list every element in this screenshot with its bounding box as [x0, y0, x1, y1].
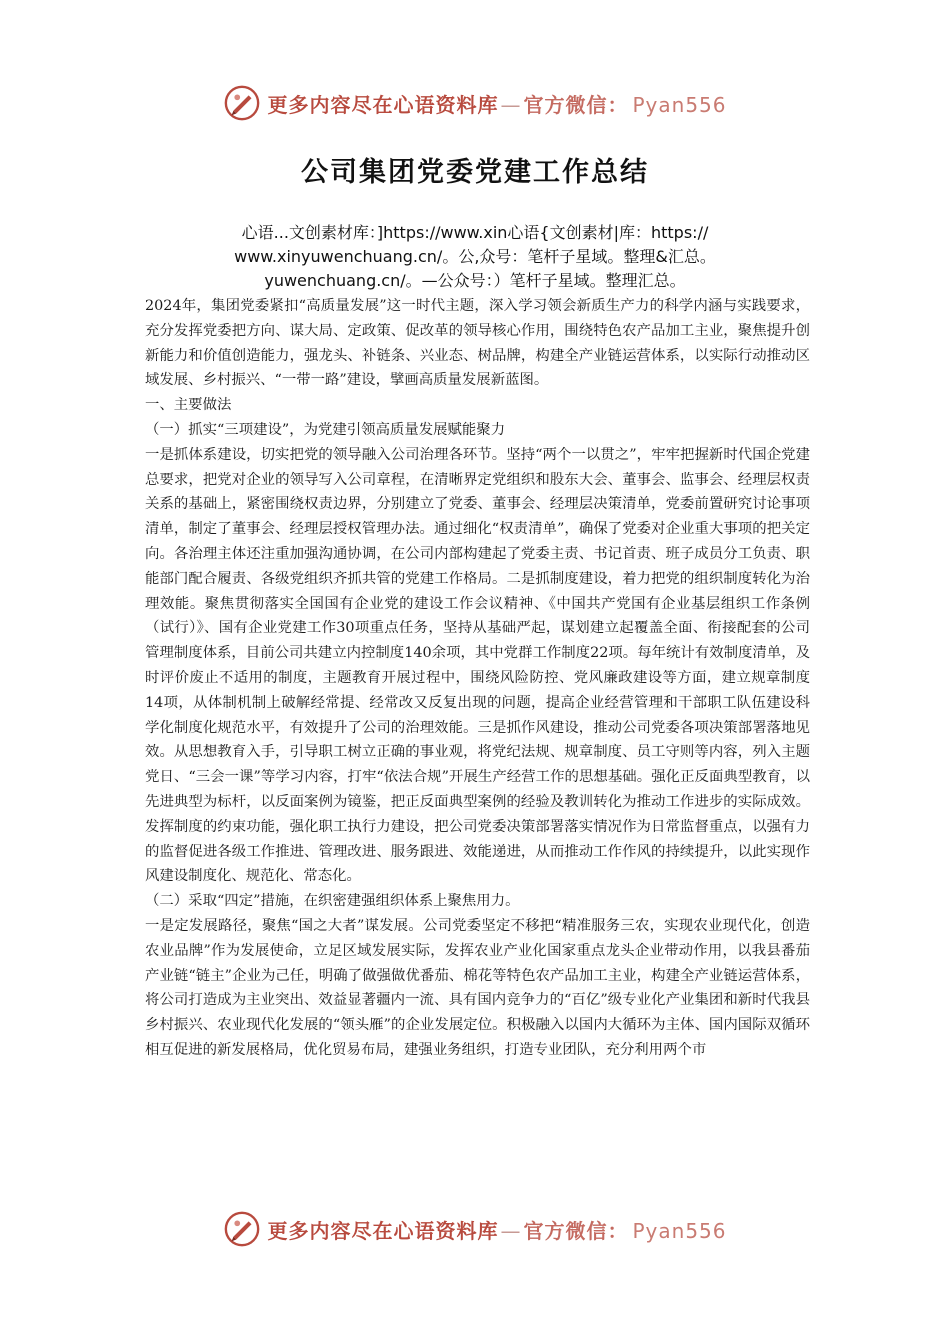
- intro-paragraph: 2024年，集团党委紧扣“高质量发展”这一时代主题，深入学习领会新质生产力的科学内涵与实践要求，充分发挥党委把方向、谋大局、定政策、促改革的领导核心作用，围绕特色农产品加工主业，聚焦提升创新能力和价值创造能力，强龙头、补链条、兴业态、树品牌，构建全产业链运营体系，以实际行动推动区域发展、乡村振兴、“一带一路”建设，擘画高质量发展新蓝图。: [145, 298, 810, 389]
- banner-separator: —: [500, 1218, 522, 1243]
- banner-wechat-label: 官方微信：: [523, 92, 629, 117]
- source-line: www.xinyuwenchuang.cn/。公,众号：笔杆子星域。整理&汇总。: [234, 247, 716, 266]
- header-banner: [0, 78, 950, 128]
- document-body: [145, 294, 810, 1063]
- banner-separator: —: [500, 92, 522, 117]
- pen-logo-icon: [223, 1210, 261, 1248]
- banner-wechat-id: Pyan556: [632, 92, 727, 117]
- subsection-heading: （二）采取“四定”措施，在织密建强组织体系上聚焦用力。: [145, 893, 520, 910]
- source-note: [150, 221, 800, 293]
- banner-main-text: 更多内容尽在心语资料库: [267, 1218, 499, 1243]
- banner-main-text: 更多内容尽在心语资料库: [267, 92, 499, 117]
- subsection-heading: （一）抓实“三项建设”，为党建引领高质量发展赋能聚力: [145, 421, 506, 438]
- body-paragraph: 一是定发展路径，聚焦“国之大者”谋发展。公司党委坚定不移把“精准服务三农，实现农业现代化，创造农业品牌”作为发展使命，立足区域发展实际，发挥农业产业化国家重点龙头企业带动作用，以我县番茄产业链“链主”企业为己任，明确了做强做优番茄、棉花等特色农产品加工主业，构建全产业链运营体系，将公司打造成为主业突出、效益显著疆内一流、具有国内竞争力的“百亿”级专业化产业集团和新时代我县乡村振兴、农业现代化发展的“领头雁”的企业发展定位。积极融入以国内大循环为主体、国内国际双循环相互促进的新发展格局，优化贸易布局，建强业务组织，打造专业团队，充分利用两个市: [145, 917, 810, 1058]
- source-line: yuwenchuang.cn/。—公众号：）笔杆子星域。整理汇总。: [264, 271, 686, 290]
- document-title: 公司集团党委党建工作总结: [301, 157, 649, 188]
- footer-banner: [0, 1204, 950, 1254]
- section-heading: 一、主要做法: [145, 397, 232, 414]
- banner-wechat-id: Pyan556: [632, 1218, 727, 1243]
- source-line: 心语...文创素材库：]https://www.xin心语{文创素材|库：https://: [241, 223, 709, 242]
- body-paragraph: 一是抓体系建设，切实把党的领导融入公司治理各环节。坚持“两个一以贯之”，牢牢把握新时代国企党建总要求，把党对企业的领导写入公司章程，在清晰界定党组织和股东大会、董事会、监事会、经理层权责关系的基础上，紧密围绕权责边界，分别建立了党委、董事会、经理层决策清单，党委前置研究讨论事项清单，制定了董事会、经理层授权管理办法。通过细化“权责清单”，确保了党委对企业重大事项的把关定向。各治理主体还注重加强沟通协调，在公司内部构建起了党委主责、书记首责、班子成员分工负责、职能部门配合履责、各级党组织齐抓共管的党建工作格局。二是抓制度建设，着力把党的组织制度转化为治理效能。聚焦贯彻落实全国国有企业党的建设工作会议精神、《中国共产党国有企业基层组织工作条例（试行）》、国有企业党建工作30项重点任务，坚持从基础严起，谋划建立起覆盖全面、衔接配套的公司管理制度体系，目前公司共建立内控制度140余项，其中党群工作制度22项。每年统计有效制度清单，及时评价废止不适用的制度，主题教育开展过程中，围绕风险防控、党风廉政建设等方面，建立规章制度14项，从体制机制上破解经常提、经常改又反复出现的问题，提高企业经营管理和干部职工队伍建设科学化制度化规范水平，有效提升了公司的治理效能。三是抓作风建设，推动公司党委各项决策部署落地见效。从思想教育入手，引导职工树立正确的事业观，将党纪法规、规章制度、员工守则等内容，列入主题党日、“三会一课”等学习内容，打牢“依法合规”开展生产经营工作的思想基础。强化正反面典型教育，以先进典型为标杆，以反面案例为镜鉴，把正反面典型案例的经验及教训转化为推动工作进步的实际成效。发挥制度的约束功能，强化职工执行力建设，把公司党委决策部署落实情况作为日常监督重点，以强有力的监督促进各级工作推进、管理改进、服务跟进、效能递进，从而推动工作作风的持续提升，以此实现作风建设制度化、规范化、常态化。: [145, 446, 810, 885]
- pen-logo-icon: [223, 84, 261, 122]
- banner-wechat-label: 官方微信：: [523, 1218, 629, 1243]
